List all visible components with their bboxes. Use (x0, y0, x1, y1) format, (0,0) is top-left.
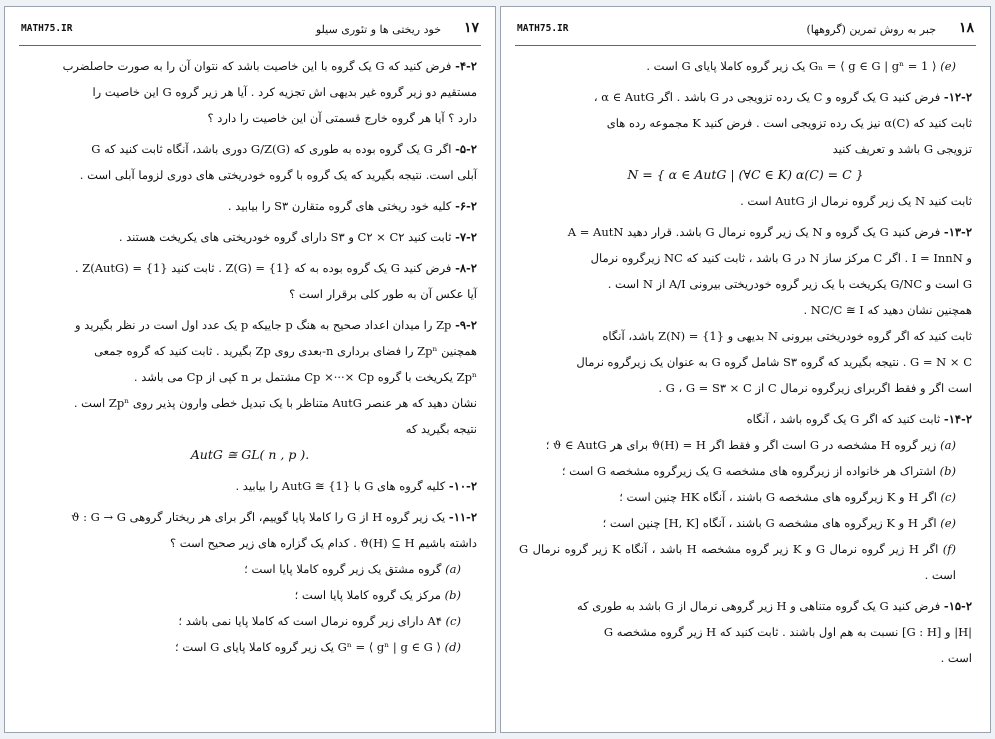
problem-line: ثابت کنید N یک زیر گروه نرمال از AutG است . (740, 194, 972, 208)
problem-line: فرض کنید G یک گروه و N یک زیر گروه نرمال G باشد. قرار دهید A = AutN (567, 225, 941, 239)
list-item (23, 634, 477, 660)
problem-line: فرض کنید که G یک گروه با این خاصیت باشد که نتوان آن را به صورت حاصلضرب (62, 59, 452, 73)
problem-line: اگر G یک گروه بوده به طوری که G/Z(G) دوری باشد، آنگاه ثابت کنید که G (91, 142, 452, 156)
problem-line: نتیجه بگیرید که (405, 422, 477, 436)
continued-item (519, 53, 972, 79)
problem (519, 406, 972, 588)
problem-number: ۱۰-۲- (448, 479, 477, 493)
problem-line: و I = InnN . اگر C مرکز ساز N در G باشد ، ثابت کنید که NC زیرگروه نرمال (590, 251, 972, 265)
item-tag: (e) (940, 516, 956, 530)
problem-line: Zpⁿ یکریخت با گروه Cp ×···× Cp مشتمل بر n کپی از Cp می باشد . (133, 370, 477, 384)
problem-number: ۶-۲- (455, 199, 477, 213)
problem-line: همچنین نشان دهید که NC/C ≅ I . (803, 303, 972, 317)
problem-line: |H| و [G : H] نسبت به هم اول باشند . ثابت کنید که H زیر گروه مشخصه G (603, 625, 972, 639)
problem-line: Zp را میدان اعداد صحیح به هنگ p جاییکه p یک عدد اول است در نظر بگیرید و (75, 318, 452, 332)
item-text: مرکز یک گروه کاملا پایا است ؛ (294, 588, 441, 602)
item-tag: (f) (942, 542, 957, 556)
list-item (23, 582, 477, 608)
problem-line: تزویجی G باشد و تعریف کنید (832, 142, 972, 156)
item-text: زیر گروه H مشخصه در G است اگر و فقط اگر ϑ(H) = H برای هر ϑ ∈ AutG ؛ (545, 438, 937, 452)
item-text: اگر H و K زیرگروه های مشخصه G باشند ، آنگاه HK چنین است ؛ (619, 490, 937, 504)
item-text: گروه مشتق یک زیر گروه کاملا پایا است ؛ (244, 562, 442, 576)
item-tag: (d) (444, 640, 461, 654)
problem-number: ۱۱-۲- (448, 510, 477, 524)
problem-line: G = N × C . نتیجه بگیرید که گروه S۳ شامل گروه G به عنوان یک زیرگروه نرمال (576, 355, 972, 369)
problem-line: ثابت کنید که α(C) نیز یک رده تزویجی است . فرض کنید K مجموعه رده های (606, 116, 972, 130)
left-page (4, 6, 496, 733)
problem-number: ۱۳-۲- (943, 225, 972, 239)
problem-line: فرض کنید G یک گروه بوده به که Z(G) = {1} . ثابت کنید Z(AutG) = {1} . (74, 261, 452, 275)
problem-number: ۱۴-۲- (943, 412, 972, 426)
page-number: ۱۷ (463, 20, 479, 36)
problem-line: ثابت کنید که اگر G یک گروه باشد ، آنگاه (746, 412, 941, 426)
problem-line: فرض کنید G یک گروه و C یک رده تزویجی در G باشد . اگر α ∈ AutG ، (593, 90, 941, 104)
problem-line: دارد ؟ آیا هر گروه خارج قسمتی آن این خاصیت را دارد ؟ (207, 111, 477, 125)
right-page-body (519, 53, 972, 676)
problem-number: ۸-۲- (455, 261, 477, 275)
problem (519, 593, 972, 671)
list-item (519, 536, 972, 588)
problem (23, 53, 477, 131)
item-text: A۴ دارای زیر گروه نرمال است که کاملا پایا نمی باشد ؛ (178, 614, 442, 628)
list-item (519, 510, 972, 536)
running-title: خود ریختی ها و تئوری سیلو (315, 23, 441, 36)
running-title: جبر به روش تمرین (گروهها) (806, 23, 936, 36)
problem (23, 255, 477, 307)
item-tag: (c) (445, 614, 461, 628)
formula: N = { α ∈ AutG | (∀C ∈ K) α(C) = C } (627, 167, 864, 182)
problem (519, 84, 972, 214)
problem-number: ۷-۲- (455, 230, 477, 244)
list-item (519, 432, 972, 458)
item-tag: (b) (939, 464, 956, 478)
header-rule (515, 45, 976, 46)
problem-number: ۴-۲- (455, 59, 477, 73)
problem-line: کلیه گروه های G با AutG ≅ {1} را بیابید . (235, 479, 446, 493)
right-page-header (517, 21, 974, 39)
problem-line: آیا عکس آن به طور کلی برقرار است ؟ (289, 287, 477, 301)
item-text: اگر H و K زیرگروه های مشخصه G باشند ، آنگاه [H, K] چنین است ؛ (602, 516, 937, 530)
problem-line: است اگر و فقط اگربرای زیرگروه نرمال C از G ، G = S۳ × C . (658, 381, 972, 395)
problem-number: ۵-۲- (455, 142, 477, 156)
item-text: اگر H زیر گروه نرمال G و K زیر گروه مشخصه H باشد ، آنگاه K زیر گروه نرمال G است . (519, 542, 956, 582)
site-watermark: MATH75.IR (517, 23, 569, 34)
problem (23, 136, 477, 188)
problem-line: مستقیم دو زیر گروه غیر بدیهی اش تجزیه کرد . آیا هر زیر گروه G این خاصیت را (92, 85, 477, 99)
problem-line: ثابت کنید C۲ × C۲ و S۳ دارای گروه خودریختی های یکریخت هستند . (118, 230, 452, 244)
problem (23, 193, 477, 219)
list-item (23, 556, 477, 582)
problem-line: فرض کنید G یک گروه متناهی و H زیر گروهی نرمال از G باشد به طوری که (576, 599, 941, 613)
item-tag: (a) (445, 562, 461, 576)
problem (23, 312, 477, 468)
left-page-body (23, 53, 477, 665)
formula: AutG ≅ GL( n , p ). (190, 447, 310, 462)
problem-number: ۱۲-۲- (943, 90, 972, 104)
problem (23, 504, 477, 660)
list-item (519, 53, 972, 79)
problem-line: G است و G/NC یکریخت با یک زیر گروه خودریختی بیرونی A/I از N است . (607, 277, 972, 291)
list-item (23, 608, 477, 634)
problem-line: نشان دهید که هر عنصر AutG متناظر با یک تبدیل خطی وارون پذیر روی Zpⁿ است . (73, 396, 477, 410)
problem-line: داشته باشیم ϑ(H) ⊆ H . کدام یک گزاره های زیر صحیح است ؟ (169, 536, 477, 550)
item-tag: (b) (444, 588, 461, 602)
left-page-header (21, 21, 479, 39)
header-rule (19, 45, 481, 46)
problem-line: آبلی است. نتیجه بگیرید که یک گروه با گروه خودریختی های دوری لزوما آبلی است . (79, 168, 477, 182)
problem-line: است . (940, 651, 972, 665)
problem-line: یک زیر گروه H از G را کاملا پایا گوییم، اگر برای هر ریختار گروهی ϑ : G → G (71, 510, 446, 524)
item-tag: (e) (940, 59, 956, 73)
item-text: اشتراک هر خانواده از زیرگروه های مشخصه G یک زیرگروه مشخصه G است ؛ (561, 464, 936, 478)
right-page (500, 6, 991, 733)
item-text: Gₙ = ⟨ g ∈ G | gⁿ = 1 ⟩ یک زیر گروه کاملا پایای G است . (646, 59, 937, 73)
list-item (519, 484, 972, 510)
problem-number: ۹-۲- (455, 318, 477, 332)
problem (23, 224, 477, 250)
item-text: Gⁿ = ⟨ gⁿ | g ∈ G ⟩ یک زیر گروه کاملا پایای G است ؛ (175, 640, 441, 654)
problem (23, 473, 477, 499)
problem-line: کلیه خود ریختی های گروه متقارن S۳ را بیابید . (227, 199, 452, 213)
page-number: ۱۸ (958, 20, 974, 36)
problem (519, 219, 972, 401)
problem-number: ۱۵-۲- (943, 599, 972, 613)
item-tag: (c) (940, 490, 956, 504)
problem-line: ثابت کنید که اگر گروه خودریختی بیرونی N بدیهی و Z(N) = {1} باشد، آنگاه (602, 329, 972, 343)
list-item (519, 458, 972, 484)
site-watermark: MATH75.IR (21, 23, 73, 34)
problem-line: همچنین Zpⁿ را فضای برداری n-بعدی روی Zp بگیرید . ثابت کنید که گروه جمعی (94, 344, 477, 358)
item-tag: (a) (940, 438, 956, 452)
